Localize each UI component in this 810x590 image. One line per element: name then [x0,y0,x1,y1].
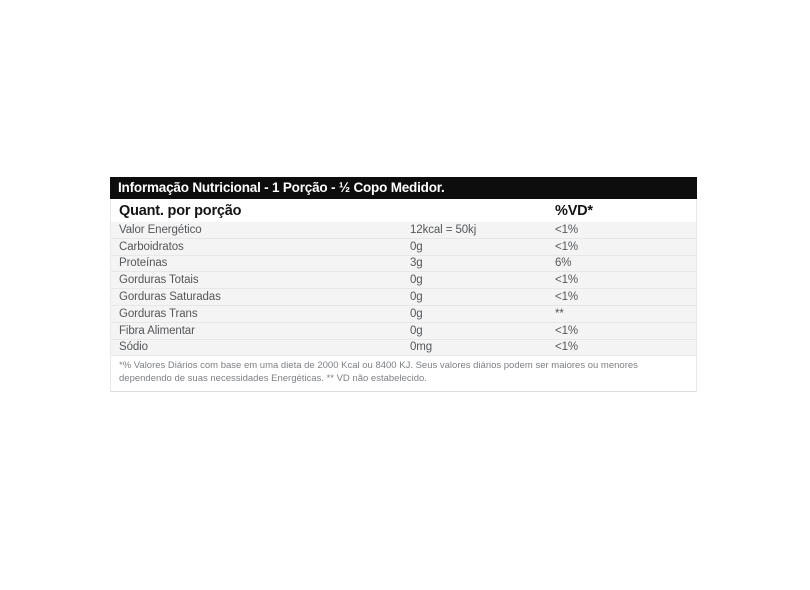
nutrient-daily-value: 6% [555,257,572,270]
table-row [111,272,696,289]
nutrient-amount: 0g [410,240,423,253]
column-header-daily-value: %VD* [555,202,593,219]
nutrient-name: Sódio [119,341,148,354]
nutrition-facts-table [110,177,697,392]
table-row [111,222,696,239]
nutrient-name: Gorduras Saturadas [119,291,221,304]
table-row [111,340,696,357]
nutrient-daily-value: <1% [555,324,579,337]
nutrient-daily-value: <1% [555,240,579,253]
nutrient-name: Proteínas [119,257,168,270]
nutrient-name: Gorduras Totais [119,274,199,287]
table-row [111,289,696,306]
nutrient-daily-value: <1% [555,291,579,304]
nutrient-name: Gorduras Trans [119,307,198,320]
nutrition-table-body [110,199,697,392]
nutrient-amount: 0mg [410,341,433,354]
daily-values-footnote: *% Valores Diários com base em uma dieta de 2000 Kcal ou 8400 KJ. Seus valores diários podem ser maiores ou menores dependendo de suas necessidades Energéticas. ** VD não estabelecido. [111,356,696,391]
table-row [111,323,696,340]
nutrient-daily-value: <1% [555,223,579,236]
table-row [111,256,696,273]
table-row [111,306,696,323]
nutrient-name: Carboidratos [119,240,184,253]
nutrition-table-title: Informação Nutricional - 1 Porção - ½ Copo Medidor. [110,177,697,199]
nutrient-amount: 3g [410,257,423,270]
nutrient-name: Fibra Alimentar [119,324,195,337]
nutrient-amount: 12kcal = 50kj [410,223,477,236]
nutrient-amount: 0g [410,307,423,320]
nutrient-daily-value: ** [555,307,564,320]
nutrient-amount: 0g [410,291,423,304]
nutrient-name: Valor Energético [119,223,202,236]
nutrient-daily-value: <1% [555,341,579,354]
nutrient-daily-value: <1% [555,274,579,287]
nutrient-amount: 0g [410,324,423,337]
nutrient-amount: 0g [410,274,423,287]
column-header-quantity: Quant. por porção [119,202,242,219]
table-header-row [111,199,696,222]
table-row [111,239,696,256]
